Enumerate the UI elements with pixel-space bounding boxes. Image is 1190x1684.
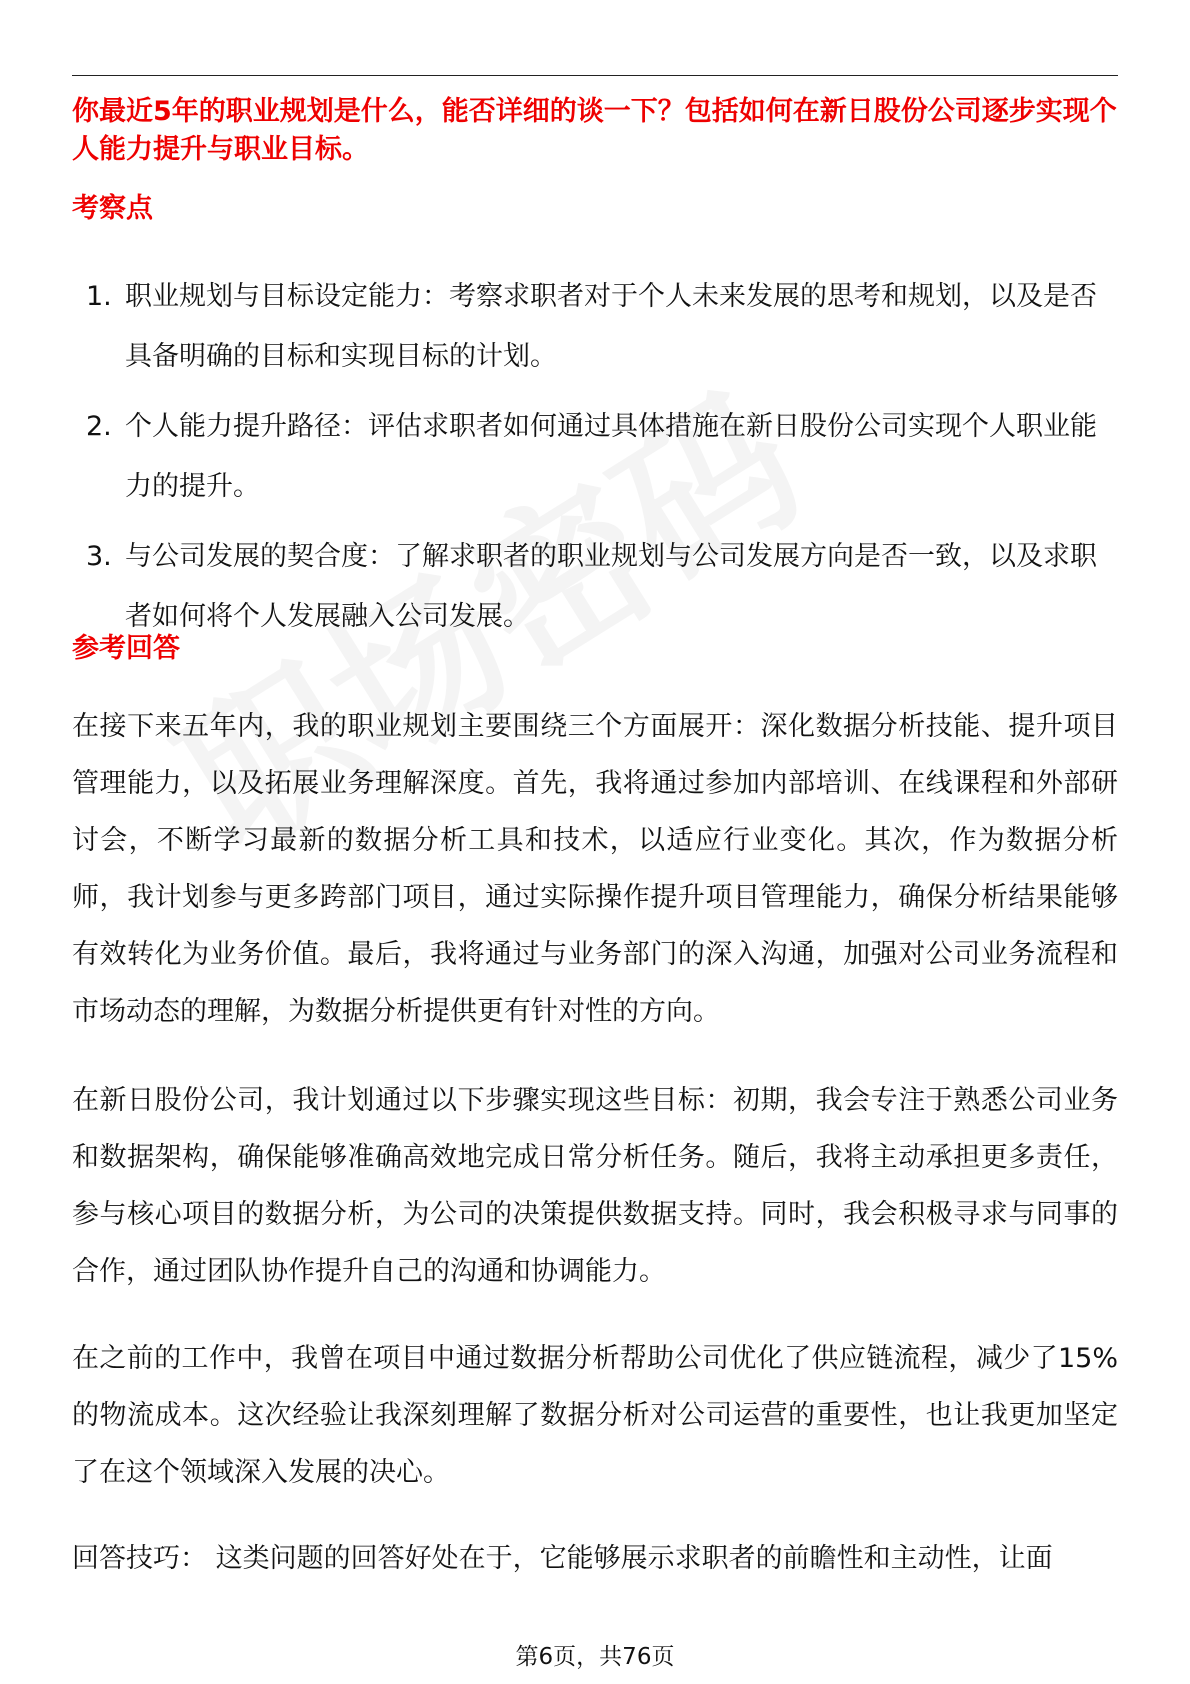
answer-paragraph: 在新日股份公司，我计划通过以下步骤实现这些目标：初期，我会专注于熟悉公司业务和数据架构，确保能够准确高效地完成日常分析任务。随后，我将主动承担更多责任，参与核心项目的数据分析，为公司的决策提供数据支持。同时，我会积极寻求与同事的合作，通过团队协作提升自己的沟通和协调能力。: [72, 1085, 1118, 1287]
tips-paragraph: 回答技巧： 这类问题的回答好处在于，它能够展示求职者的前瞻性和主动性，让面: [72, 1543, 1053, 1574]
points-heading: 考察点: [72, 193, 153, 224]
question-title: 你最近5年的职业规划是什么，能否详细的谈一下？包括如何在新日股份公司逐步实现个人能力提升与职业目标。: [72, 96, 1117, 165]
list-item-number: 2.: [86, 411, 112, 442]
list-item-number: 3.: [86, 541, 112, 572]
top-divider: [72, 75, 1118, 76]
answer-heading: 参考回答: [72, 633, 180, 664]
list-item: [72, 527, 1118, 647]
list-item-text: 个人能力提升路径：评估求职者如何通过具体措施在新日股份公司实现个人职业能力的提升。: [125, 411, 1097, 502]
list-item-number: 1.: [86, 281, 112, 312]
list-item-text: 与公司发展的契合度：了解求职者的职业规划与公司发展方向是否一致，以及求职者如何将个人发展融入公司发展。: [125, 541, 1097, 632]
list-item-text: 职业规划与目标设定能力：考察求职者对于个人未来发展的思考和规划，以及是否具备明确的目标和实现目标的计划。: [125, 281, 1097, 372]
list-item: [72, 267, 1118, 387]
answer-paragraph: 在之前的工作中，我曾在项目中通过数据分析帮助公司优化了供应链流程，减少了15%的物流成本。这次经验让我深刻理解了数据分析对公司运营的重要性，也让我更加坚定了在这个领域深入发展的决心。: [72, 1343, 1118, 1488]
page-number: 第6页，共76页: [515, 1644, 675, 1670]
points-list: [72, 267, 1118, 657]
answer-paragraph: 在接下来五年内，我的职业规划主要围绕三个方面展开：深化数据分析技能、提升项目管理能力，以及拓展业务理解深度。首先，我将通过参加内部培训、在线课程和外部研讨会，不断学习最新的数据分析工具和技术，以适应行业变化。其次，作为数据分析师，我计划参与更多跨部门项目，通过实际操作提升项目管理能力，确保分析结果能够有效转化为业务价值。最后，我将通过与业务部门的深入沟通，加强对公司业务流程和市场动态的理解，为数据分析提供更有针对性的方向。: [72, 711, 1118, 1027]
list-item: [72, 397, 1118, 517]
